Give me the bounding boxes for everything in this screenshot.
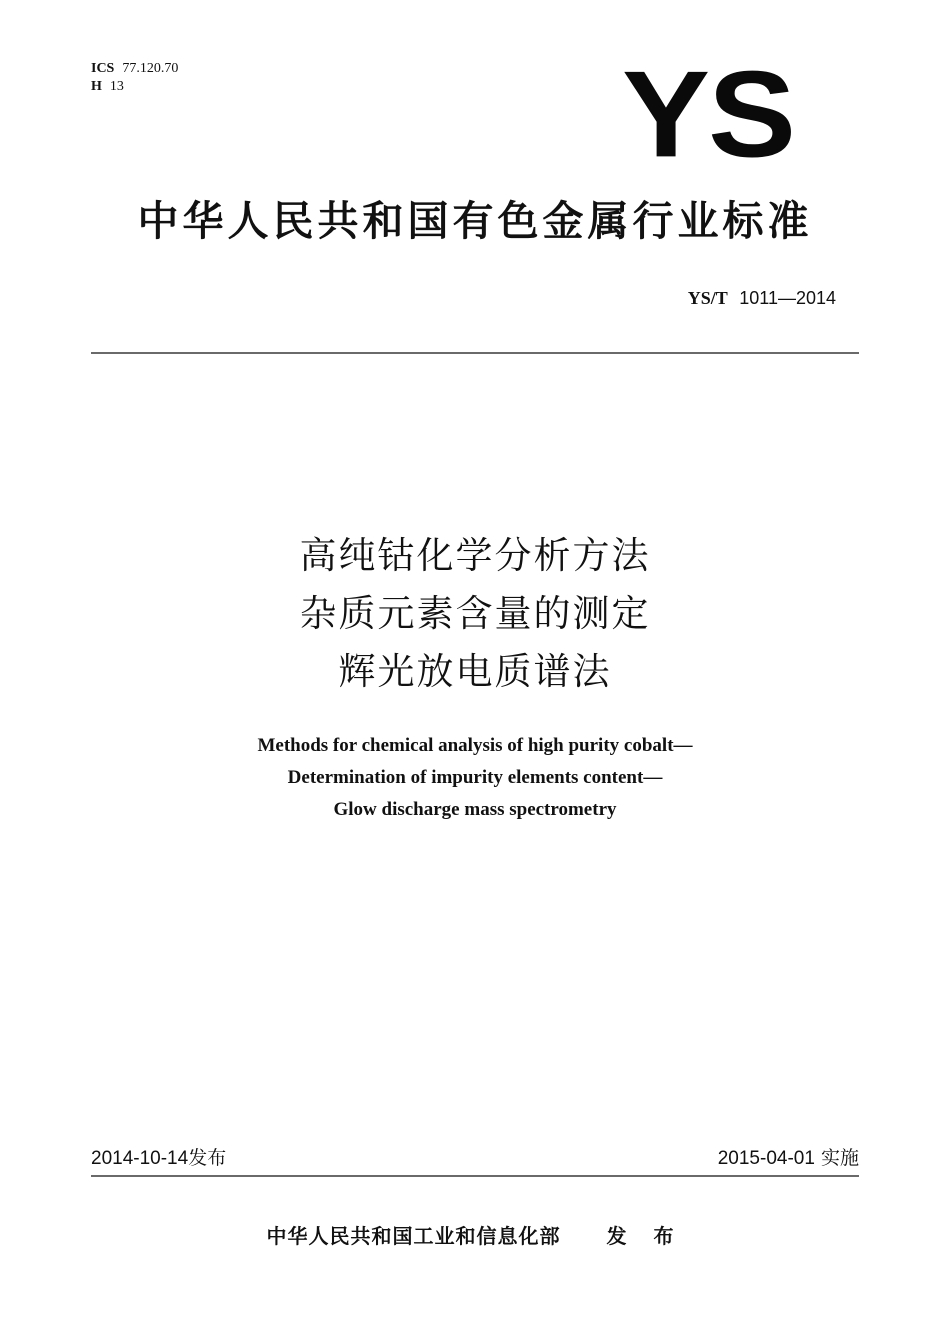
title-cn-line-3: 辉光放电质谱法	[338, 650, 612, 693]
standard-prefix: YS/T	[687, 288, 728, 308]
ccs-code	[91, 78, 124, 95]
implementation-label: 实施	[820, 1147, 859, 1169]
ys-logo: YS	[622, 45, 795, 183]
title-en-line-2: Determination of impurity elements content—	[287, 767, 663, 788]
standard-code: 1011—2014	[739, 288, 836, 308]
title-en-line-3: Glow discharge mass spectrometry	[333, 799, 617, 820]
publisher-action: 发 布	[606, 1224, 684, 1248]
implementation-date	[718, 1145, 859, 1172]
footer-divider	[91, 1175, 859, 1177]
title-cn-line-1: 高纯钴化学分析方法	[299, 534, 651, 577]
issue-date	[91, 1145, 226, 1172]
ics-value: 77.120.70	[122, 61, 179, 76]
issue-label: 发布	[188, 1147, 227, 1169]
ccs-label: H	[91, 79, 102, 94]
issue-date-value: 2014-10-14	[91, 1148, 189, 1169]
publisher-org: 中华人民共和国工业和信息化部	[266, 1224, 561, 1248]
header-divider	[91, 352, 859, 354]
ics-label: ICS	[91, 61, 115, 76]
ccs-value: 13	[109, 79, 124, 94]
publisher	[0, 1222, 950, 1250]
standard-number	[688, 287, 836, 310]
title-en-line-1: Methods for chemical analysis of high purity cobalt—	[257, 735, 693, 756]
title-cn-line-2: 杂质元素含量的测定	[299, 592, 651, 635]
issuer-header: 中华人民共和国有色金属行业标准	[137, 197, 813, 245]
implementation-date-value: 2015-04-01	[717, 1148, 815, 1169]
ics-code	[91, 60, 178, 77]
